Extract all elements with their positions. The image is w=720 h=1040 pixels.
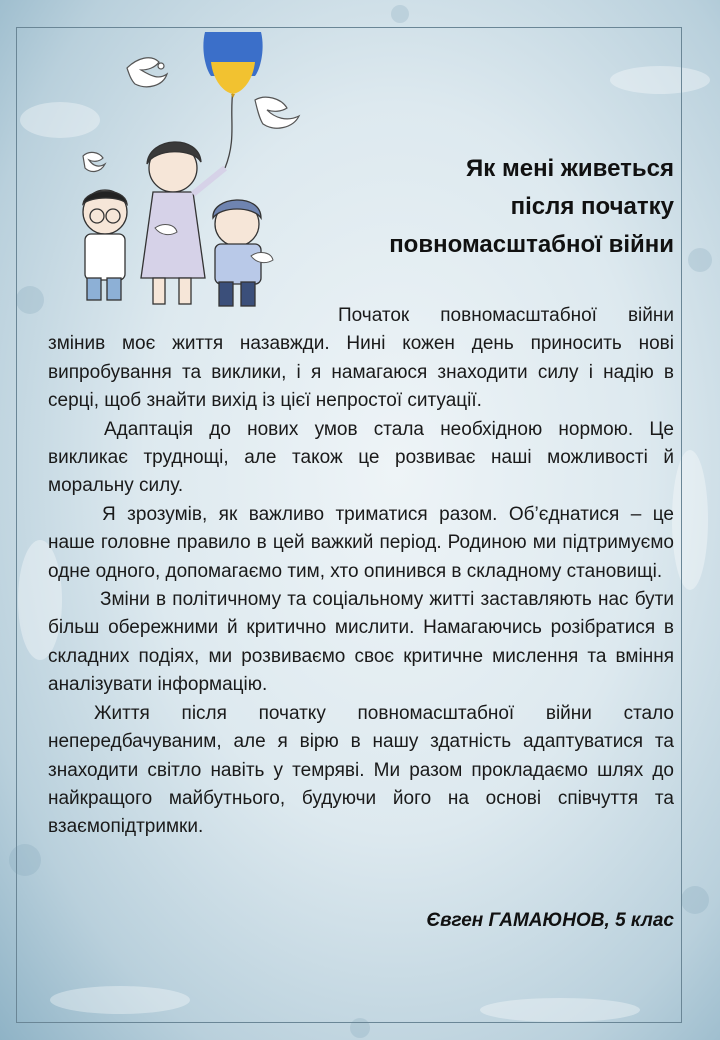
paragraph-2: Адаптація до нових умов стала необхідною нормою. Це викликає труднощі, але також це розвиває наші можливості й моральну силу. (48, 418, 674, 497)
title-line-3: повномасштабної війни (389, 231, 674, 258)
paragraph-5: Життя після початку повномасштабної війни стало непередбачуваним, але я вірю в нашу здатність адаптуватися та знаходити світло навіть у темряві. Ми разом прокладаємо шлях до найкращого майбутнього, будуючи його на основі співчуття та взаємопідтримки. (48, 702, 674, 838)
balloon-icon (203, 32, 262, 98)
title-line-2: після початку (510, 193, 674, 220)
title-line-1: Як мені живеться (466, 155, 674, 182)
dove-icon (127, 58, 167, 87)
paragraph-3: Я зрозумів, як важливо триматися разом. Об’єднатися – це наше головне правило в цей важкий період. Родиною ми підтримуємо одне одного, допомагаємо тим, хто опинився в складному становищі. (48, 503, 674, 582)
author-signature: Євген ГАМАЮНОВ, 5 клас (426, 910, 674, 931)
page-title (274, 150, 674, 264)
dove-icon (83, 152, 105, 171)
dove-icon (255, 97, 299, 128)
paragraph-4: Зміни в політичному та соціальному житті заставляють нас бути більш обережними й критично мислити. Намагаючись розібратися в складних подіях, ми розвиваємо своє критичне мислення та вміння аналізувати інформацію. (48, 589, 674, 696)
essay-body (48, 302, 674, 842)
paragraph-1: Початок повномасштабної війни змінив моє життя назавжди. Нині кожен день приносить нові випробування та виклики, і я намагаюся знаходити силу і надію в серці, щоб знайти вихід із цієї непростої ситуації. (48, 305, 674, 412)
